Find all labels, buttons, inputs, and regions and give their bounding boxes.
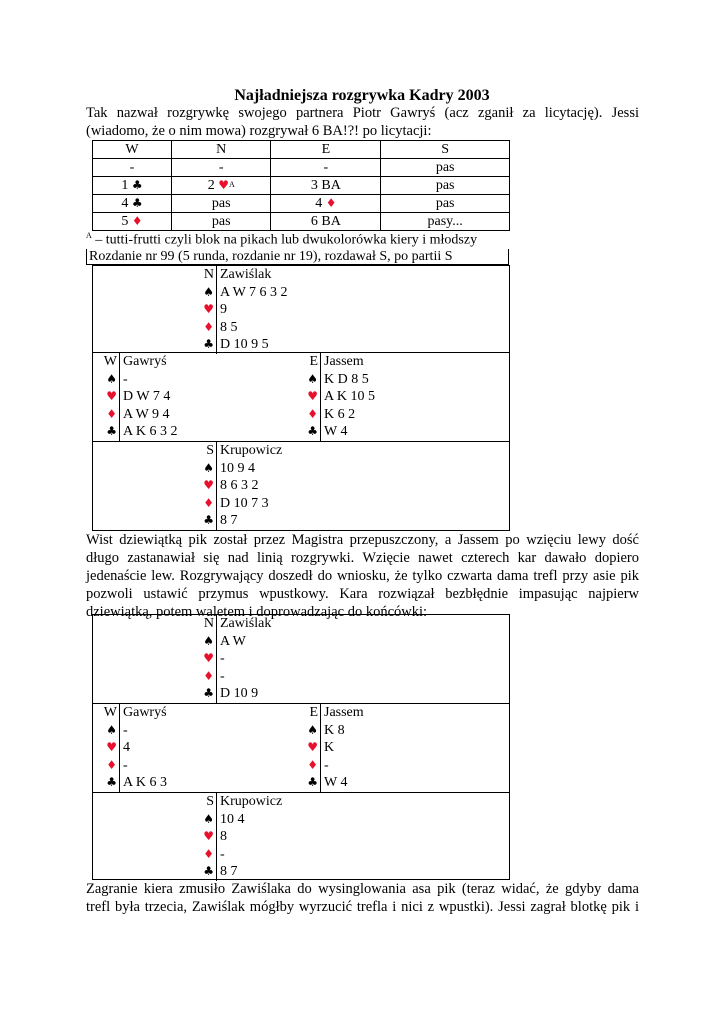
heart-icon: ♥ [200, 477, 217, 495]
hearts-cards: 8 6 3 2 [220, 478, 259, 493]
bidding-table [92, 140, 510, 231]
seat-label: E [304, 704, 321, 722]
player-name-row [200, 266, 288, 284]
clubs-cards: D 10 9 5 [220, 337, 269, 352]
south-hand [200, 793, 282, 881]
player-name: Zawiślak [220, 267, 272, 282]
diamonds-cards: K 6 2 [324, 406, 356, 422]
north-hand [200, 615, 271, 703]
bid-cell [381, 159, 510, 177]
footnote-mark: A [86, 231, 92, 240]
diamonds-cards: - [220, 846, 225, 862]
spade-icon: ♠ [304, 371, 321, 389]
closing-paragraph [86, 880, 639, 916]
heart-icon: ♥ [103, 388, 120, 406]
hearts-cards: K [324, 740, 335, 755]
diamond-icon: ♦ [200, 319, 217, 337]
diamonds-cards-row [304, 757, 364, 775]
bid-text: 6 BA [310, 214, 341, 229]
bid-text: pas [435, 196, 455, 211]
bid-text: 4 [121, 196, 129, 211]
seat-label: E [304, 353, 321, 371]
diamonds-cards-row [103, 406, 177, 424]
diamond-icon: ♦ [103, 757, 120, 775]
analysis-line: Wist dziewiątką pik został przez Magistra przepuszczony, a Jassem po wzięciu lewy dość [86, 532, 639, 548]
bid-cell [171, 213, 271, 231]
spades-cards-row [200, 284, 288, 302]
diamonds-cards-row [200, 495, 282, 513]
bid-text: - [218, 160, 224, 175]
bid-cell [381, 213, 510, 231]
diamond-icon: ♦ [200, 846, 217, 864]
bid-cell [171, 159, 271, 177]
player-name: Jassem [324, 705, 364, 720]
diamond-icon: ♦ [103, 406, 120, 424]
diamonds-cards-row [200, 846, 282, 864]
player-name-row [200, 615, 271, 633]
diamonds-cards-row [304, 406, 375, 424]
hearts-cards: 9 [220, 302, 227, 317]
spades-cards-row [103, 722, 167, 740]
hearts-cards: - [220, 651, 225, 666]
bid-cell [93, 213, 172, 231]
seat-label: N [200, 615, 217, 633]
divider [93, 441, 509, 442]
analysis-line: dziewiątką, potem waletem i doprowadzając do końcówki: [86, 604, 428, 620]
bid-text: pas [435, 160, 455, 175]
deal-diagram [92, 265, 510, 531]
clubs-cards-row [103, 423, 177, 441]
bid-text: 5 [121, 214, 129, 229]
analysis-line: jedenaście lew. Rozgrywający doszedł do wniosku, że tylko czwarta dama trefl przy asie pik [86, 568, 639, 584]
diamonds-cards: 8 5 [220, 319, 238, 335]
bid-text: - [323, 160, 329, 175]
bidding-row [93, 159, 510, 177]
clubs-cards: A K 6 3 [123, 775, 167, 790]
spades-cards: K 8 [324, 722, 345, 738]
club-icon: ♣ [304, 423, 321, 441]
bid-cell [381, 195, 510, 213]
bid-cell [271, 177, 381, 195]
club-icon: ♣ [200, 863, 217, 881]
bidding-header-s: S [381, 141, 510, 159]
hearts-cards: 4 [123, 740, 130, 755]
hearts-cards-row [304, 388, 375, 406]
heart-icon: ♥ [200, 828, 217, 846]
player-name-row [103, 353, 177, 371]
spade-icon: ♠ [103, 371, 120, 389]
clubs-cards-row [103, 774, 167, 792]
hearts-cards-row [103, 739, 167, 757]
spades-cards: 10 9 4 [220, 460, 255, 476]
seat-label: W [103, 704, 120, 722]
deal-header: Rozdanie nr 99 (5 runda, rozdanie nr 19), rozdawał S, po partii S [86, 249, 509, 265]
footnote-text: – tutti-frutti czyli blok na pikach lub dwukolorówka kiery i młodszy [91, 232, 478, 248]
heart-icon: ♥ [304, 739, 321, 757]
seat-label: N [200, 266, 217, 284]
spades-cards: K D 8 5 [324, 371, 369, 387]
hearts-cards: 8 [220, 829, 227, 844]
bidding-row [93, 195, 510, 213]
player-name: Gawryś [123, 354, 167, 369]
player-name-row [103, 704, 167, 722]
heart-icon: ♥ [200, 301, 217, 319]
hearts-cards-row [103, 388, 177, 406]
diamonds-cards-row [103, 757, 167, 775]
hearts-cards: D W 7 4 [123, 389, 171, 404]
spades-cards-row [103, 371, 177, 389]
diamond-icon: ♦ [304, 406, 321, 424]
analysis-line: długo zastanawiał się nad linią rozgrywki. Wzięcie nawet czterech kar dawało dopiero [86, 550, 639, 566]
clubs-cards: W 4 [324, 424, 348, 439]
club-icon: ♣ [304, 774, 321, 792]
west-hand [103, 704, 167, 792]
hearts-cards-row [200, 301, 288, 319]
heart-icon: ♥ [200, 650, 217, 668]
clubs-cards: D 10 9 [220, 686, 259, 701]
spades-cards-row [200, 460, 282, 478]
bid-cell [271, 213, 381, 231]
seat-label: S [200, 793, 217, 811]
diamond-icon: ♦ [131, 214, 143, 228]
heart-icon: ♥ [218, 178, 229, 192]
divider [93, 792, 509, 793]
diamonds-cards-row [200, 668, 271, 686]
player-name-row [200, 442, 282, 460]
player-name: Krupowicz [220, 443, 283, 458]
spades-cards: - [123, 371, 128, 387]
heart-icon: ♥ [103, 739, 120, 757]
bid-cell [171, 195, 271, 213]
spades-cards: - [123, 722, 128, 738]
bid-text: pas [211, 214, 231, 229]
bid-text: 4 [315, 196, 323, 211]
article-title: Najładniejsza rozgrywka Kadry 2003 [234, 87, 490, 104]
clubs-cards-row [304, 774, 364, 792]
club-icon: ♣ [200, 336, 217, 354]
bid-cell [93, 159, 172, 177]
seat-label: W [103, 353, 120, 371]
clubs-cards-row [200, 685, 271, 703]
player-name: Krupowicz [220, 794, 283, 809]
diamond-icon: ♦ [304, 757, 321, 775]
bid-text: 1 [121, 178, 129, 193]
spade-icon: ♠ [200, 460, 217, 478]
club-icon: ♣ [131, 178, 143, 192]
south-hand [200, 442, 282, 530]
bidding-header-n: N [171, 141, 271, 159]
bid-text: 2 [207, 178, 215, 193]
ending-diagram [92, 614, 510, 880]
spades-cards-row [304, 371, 375, 389]
player-name-row [304, 353, 375, 371]
hearts-cards-row [200, 650, 271, 668]
clubs-cards: W 4 [324, 775, 348, 790]
bid-text: pasy... [427, 214, 463, 229]
hearts-cards-row [304, 739, 364, 757]
spade-icon: ♠ [200, 811, 217, 829]
closing-line: Zagranie kiera zmusiło Zawiślaka do wysinglowania asa pik (teraz widać, że gdyby dama [86, 881, 639, 897]
bidding-row [93, 177, 510, 195]
club-icon: ♣ [200, 512, 217, 530]
heart-icon: ♥ [304, 388, 321, 406]
player-name-row [200, 793, 282, 811]
diamonds-cards: D 10 7 3 [220, 495, 269, 511]
player-name: Gawryś [123, 705, 167, 720]
player-name-row [304, 704, 364, 722]
bidding-header-w: W [93, 141, 172, 159]
closing-line: trefl była trzecia, Zawiślak mógłby wyrzucić trefla i nici z wpustki). Jessi zagrał blotkę pik i [86, 899, 639, 915]
player-name: Zawiślak [220, 616, 272, 631]
spades-cards: A W [220, 633, 246, 649]
bid-alert-mark: A [228, 180, 235, 189]
east-hand [304, 704, 364, 792]
bidding-header-row [93, 141, 510, 159]
clubs-cards-row [200, 512, 282, 530]
clubs-cards-row [200, 336, 288, 354]
footnote [86, 231, 477, 249]
clubs-cards: 8 7 [220, 864, 238, 879]
intro-paragraph [86, 104, 639, 140]
diamonds-cards: - [324, 757, 329, 773]
spades-cards: 10 4 [220, 811, 245, 827]
player-name: Jassem [324, 354, 364, 369]
diamonds-cards-row [200, 319, 288, 337]
spades-cards: A W 7 6 3 2 [220, 284, 288, 300]
bid-text: pas [435, 178, 455, 193]
intro-line: Tak nazwał rozgrywkę swojego partnera Piotr Gawryś (acz zganił za licytację). Jessi [86, 105, 639, 121]
clubs-cards-row [304, 423, 375, 441]
bid-cell [271, 195, 381, 213]
club-icon: ♣ [131, 196, 143, 210]
bid-text: pas [211, 196, 231, 211]
hearts-cards: A K 10 5 [324, 389, 375, 404]
spades-cards-row [304, 722, 364, 740]
bid-cell [381, 177, 510, 195]
clubs-cards: A K 6 3 2 [123, 424, 178, 439]
club-icon: ♣ [103, 423, 120, 441]
hearts-cards-row [200, 477, 282, 495]
north-hand [200, 266, 288, 354]
hearts-cards-row [200, 828, 282, 846]
spades-cards-row [200, 633, 271, 651]
diamond-icon: ♦ [200, 495, 217, 513]
clubs-cards-row [200, 863, 282, 881]
spade-icon: ♠ [200, 284, 217, 302]
analysis-paragraph [86, 531, 639, 621]
spade-icon: ♠ [304, 722, 321, 740]
diamond-icon: ♦ [200, 668, 217, 686]
seat-label: S [200, 442, 217, 460]
intro-line: (wiadomo, że o nim mowa) rozgrywał 6 BA!?! po licytacji: [86, 123, 432, 139]
club-icon: ♣ [103, 774, 120, 792]
diamonds-cards: - [123, 757, 128, 773]
clubs-cards: 8 7 [220, 513, 238, 528]
bid-text: - [129, 160, 135, 175]
diamonds-cards: A W 9 4 [123, 406, 170, 422]
east-hand [304, 353, 375, 441]
spade-icon: ♠ [200, 633, 217, 651]
bidding-row [93, 213, 510, 231]
diamond-icon: ♦ [325, 196, 337, 210]
bidding-header-e: E [271, 141, 381, 159]
bid-cell [271, 159, 381, 177]
bid-text: 3 BA [310, 178, 341, 193]
analysis-line: pozwoli ustawić przymus wpustkowy. Kara rozwiązał bezbłędnie impasując najpierw [86, 586, 639, 602]
bid-cell [171, 177, 271, 195]
bid-cell [93, 195, 172, 213]
spade-icon: ♠ [103, 722, 120, 740]
bid-cell [93, 177, 172, 195]
spades-cards-row [200, 811, 282, 829]
west-hand [103, 353, 177, 441]
club-icon: ♣ [200, 685, 217, 703]
diamonds-cards: - [220, 668, 225, 684]
